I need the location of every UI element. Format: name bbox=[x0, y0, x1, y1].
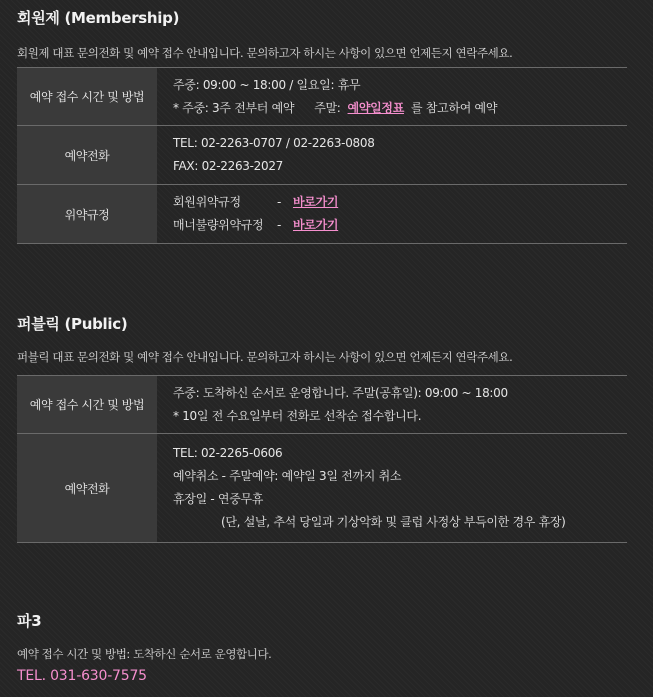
row-content bbox=[157, 376, 627, 434]
membership-section bbox=[17, 6, 627, 244]
tel-text: TEL: 02-2263-0707 / 02-2263-0808 bbox=[173, 136, 375, 150]
member-penalty-link[interactable]: 바로가기 bbox=[293, 195, 339, 209]
membership-desc: 회원제 대표 문의전화 및 예약 접수 안내입니다. 문의하고자 하시는 사항이 있으면 언제든지 연락주세요. bbox=[17, 46, 513, 60]
weekend-label: 주말: bbox=[314, 100, 341, 115]
table-row bbox=[17, 376, 627, 434]
table-row bbox=[17, 185, 627, 244]
tel-text: TEL: 02-2265-0606 bbox=[173, 446, 283, 460]
par3-title: 파3 bbox=[17, 612, 42, 630]
par3-desc: 예약 접수 시간 및 방법: 도착하신 순서로 운영합니다. bbox=[17, 647, 272, 661]
row-content bbox=[157, 434, 627, 543]
public-desc: 퍼블릭 대표 문의전화 및 예약 접수 안내입니다. 문의하고자 하시는 사항이 있으면 언제든지 연락주세요. bbox=[17, 350, 513, 364]
membership-table bbox=[17, 67, 627, 244]
table-row bbox=[17, 68, 627, 126]
rule-name: 회원위약규정 bbox=[173, 195, 241, 209]
membership-title: 회원제 (Membership) bbox=[17, 9, 180, 27]
rule-item bbox=[173, 214, 627, 237]
public-section bbox=[17, 312, 627, 543]
hours-text: 주중: 도착하신 순서로 운영합니다. 주말(공휴일): 09:00 ~ 18:00 bbox=[173, 385, 508, 400]
row-content bbox=[157, 185, 627, 244]
row-header: 예약 접수 시간 및 방법 bbox=[17, 376, 157, 434]
public-title: 퍼블릭 (Public) bbox=[17, 315, 128, 333]
row-header: 예약전화 bbox=[17, 126, 157, 185]
closed-days-note-text: (단, 설날, 추석 당일과 기상악화 및 클럽 사정상 부득이한 경우 휴장) bbox=[221, 515, 566, 529]
par3-tel: TEL. 031-630-7575 bbox=[17, 668, 147, 684]
public-table bbox=[17, 375, 627, 543]
rule-dash: - bbox=[277, 218, 282, 232]
row-content bbox=[157, 126, 627, 185]
row-header: 예약전화 bbox=[17, 434, 157, 543]
reservation-method-text: * 10일 전 수요일부터 전화로 선착순 접수합니다. bbox=[173, 408, 422, 423]
weekday-note: * 주중: 3주 전부터 예약 bbox=[173, 100, 295, 115]
row-content bbox=[157, 68, 627, 126]
table-row bbox=[17, 434, 627, 543]
fax-text: FAX: 02-2263-2027 bbox=[173, 159, 283, 173]
row-header: 위약규정 bbox=[17, 185, 157, 244]
closed-days-note bbox=[173, 511, 627, 534]
par3-section bbox=[17, 609, 627, 686]
table-row bbox=[17, 126, 627, 185]
reservation-method-text bbox=[173, 97, 627, 120]
reservation-schedule-link[interactable]: 예약일정표 bbox=[347, 100, 405, 115]
rule-item bbox=[173, 191, 627, 214]
manner-penalty-link[interactable]: 바로가기 bbox=[293, 218, 339, 232]
weekend-note: 를 참고하여 예약 bbox=[411, 100, 498, 115]
rule-name: 매너불량위약규정 bbox=[173, 218, 264, 232]
row-header: 예약 접수 시간 및 방법 bbox=[17, 68, 157, 126]
hours-text: 주중: 09:00 ~ 18:00 / 일요일: 휴무 bbox=[173, 77, 361, 92]
closed-days-text: 휴장일 - 연중무휴 bbox=[173, 492, 264, 506]
rule-dash: - bbox=[277, 195, 282, 209]
cancel-policy-text: 예약취소 - 주말예약: 예약일 3일 전까지 취소 bbox=[173, 469, 402, 483]
